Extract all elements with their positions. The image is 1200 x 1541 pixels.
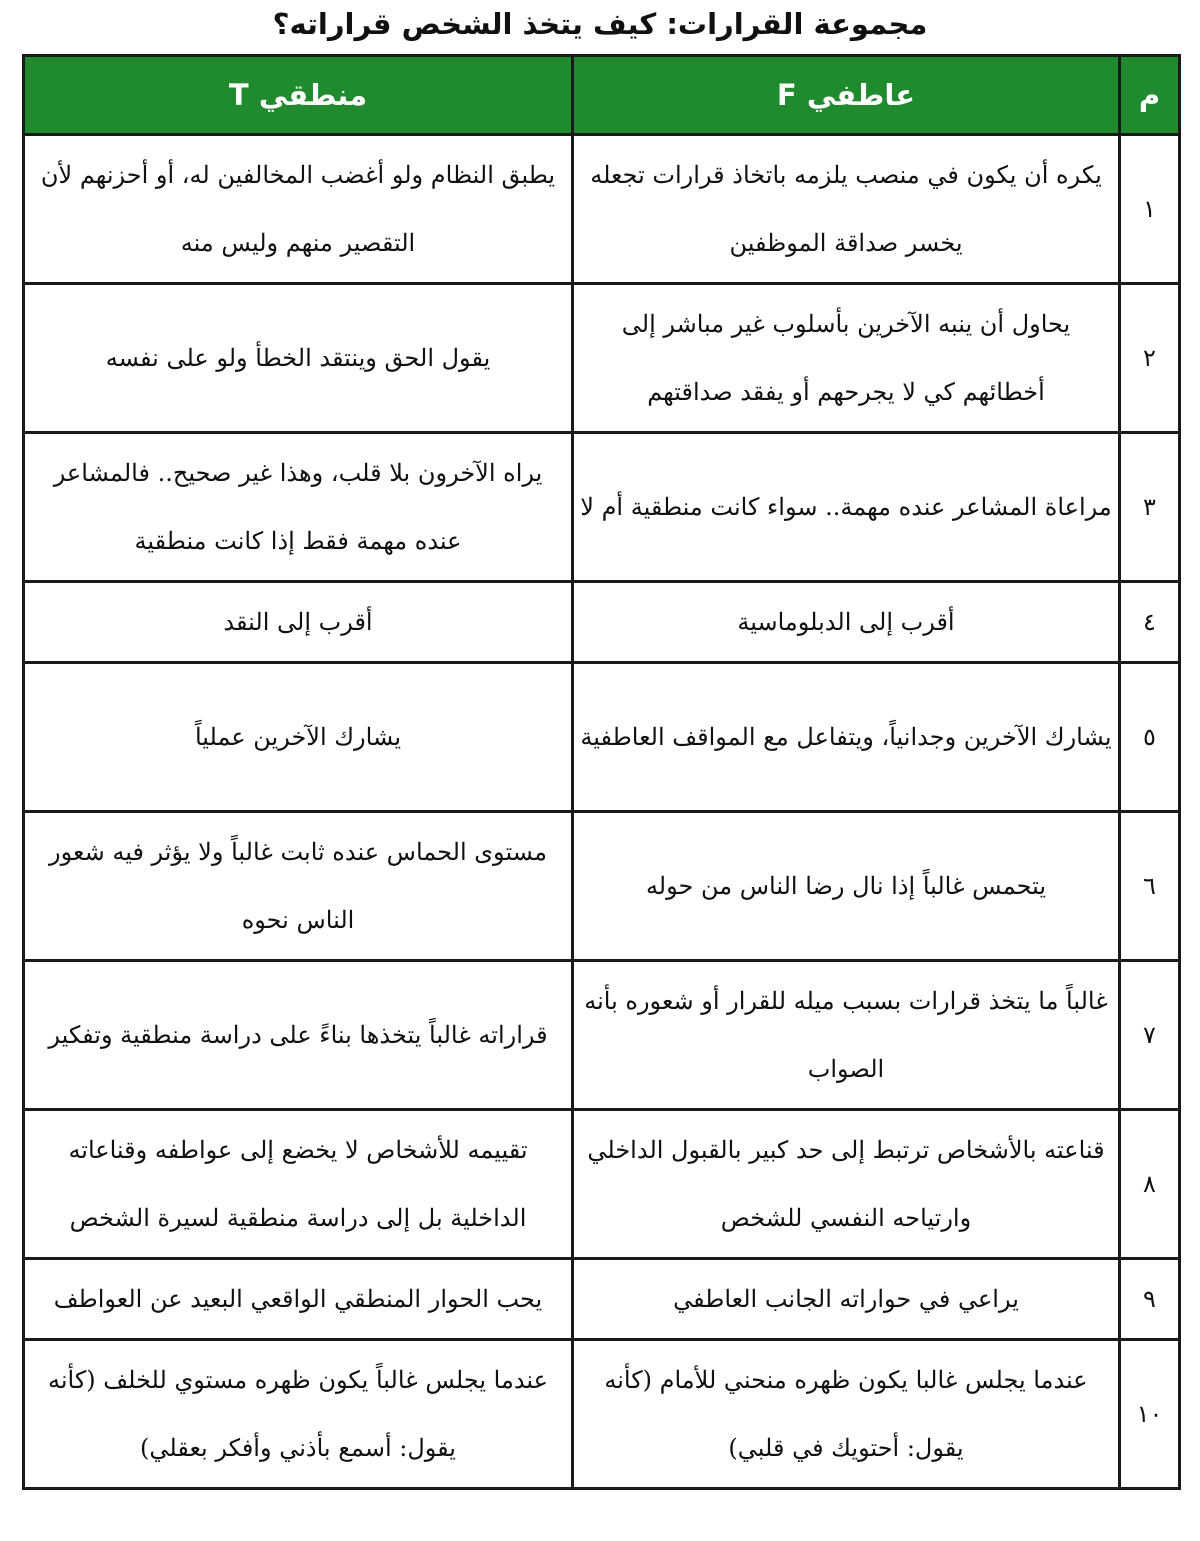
row-number: ١ — [1120, 135, 1180, 284]
table-row — [24, 135, 1180, 284]
logical-cell: يقول الحق وينتقد الخطأ ولو على نفسه — [24, 284, 573, 433]
logical-cell: تقييمه للأشخاص لا يخضع إلى عواطفه وقناعاته الداخلية بل إلى دراسة منطقية لسيرة الشخص — [24, 1110, 573, 1259]
row-number: ٢ — [1120, 284, 1180, 433]
table-row — [24, 961, 1180, 1110]
row-number: ٨ — [1120, 1110, 1180, 1259]
column-header-emotional: عاطفي F — [573, 56, 1120, 135]
emotional-cell: عندما يجلس غالبا يكون ظهره منحني للأمام (كأنه يقول: أحتويك في قلبي) — [573, 1340, 1120, 1489]
emotional-cell: غالباً ما يتخذ قرارات بسبب ميله للقرار أو شعوره بأنه الصواب — [573, 961, 1120, 1110]
table-row — [24, 284, 1180, 433]
table-header-row — [24, 56, 1180, 135]
logical-cell: يطبق النظام ولو أغضب المخالفين له، أو أحزنهم لأن التقصير منهم وليس منه — [24, 135, 573, 284]
logical-cell: يحب الحوار المنطقي الواقعي البعيد عن العواطف — [24, 1259, 573, 1340]
column-header-number: م — [1120, 56, 1180, 135]
emotional-cell: يراعي في حواراته الجانب العاطفي — [573, 1259, 1120, 1340]
row-number: ٦ — [1120, 812, 1180, 961]
comparison-table — [22, 54, 1181, 1490]
row-number: ٤ — [1120, 582, 1180, 663]
column-header-logical: منطقي T — [24, 56, 573, 135]
table-row — [24, 663, 1180, 812]
logical-cell: قراراته غالباً يتخذها بناءً على دراسة منطقية وتفكير — [24, 961, 573, 1110]
emotional-cell: مراعاة المشاعر عنده مهمة.. سواء كانت منطقية أم لا — [573, 433, 1120, 582]
row-number: ١٠ — [1120, 1340, 1180, 1489]
emotional-cell: أقرب إلى الدبلوماسية — [573, 582, 1120, 663]
emotional-cell: يشارك الآخرين وجدانياً، ويتفاعل مع المواقف العاطفية — [573, 663, 1120, 812]
table-row — [24, 1259, 1180, 1340]
logical-cell: يشارك الآخرين عملياً — [24, 663, 573, 812]
emotional-cell: يحاول أن ينبه الآخرين بأسلوب غير مباشر إلى أخطائهم كي لا يجرحهم أو يفقد صداقتهم — [573, 284, 1120, 433]
table-row — [24, 433, 1180, 582]
logical-cell: مستوى الحماس عنده ثابت غالباً ولا يؤثر فيه شعور الناس نحوه — [24, 812, 573, 961]
table-row — [24, 1110, 1180, 1259]
page-title: مجموعة القرارات: كيف يتخذ الشخص قراراته؟ — [272, 7, 928, 41]
table-row — [24, 1340, 1180, 1489]
row-number: ٧ — [1120, 961, 1180, 1110]
row-number: ٣ — [1120, 433, 1180, 582]
emotional-cell: يتحمس غالباً إذا نال رضا الناس من حوله — [573, 812, 1120, 961]
emotional-cell: يكره أن يكون في منصب يلزمه باتخاذ قرارات تجعله يخسر صداقة الموظفين — [573, 135, 1120, 284]
table-row — [24, 582, 1180, 663]
row-number: ٩ — [1120, 1259, 1180, 1340]
logical-cell: أقرب إلى النقد — [24, 582, 573, 663]
table-row — [24, 812, 1180, 961]
emotional-cell: قناعته بالأشخاص ترتبط إلى حد كبير بالقبول الداخلي وارتياحه النفسي للشخص — [573, 1110, 1120, 1259]
logical-cell: عندما يجلس غالباً يكون ظهره مستوي للخلف (كأنه يقول: أسمع بأذني وأفكر بعقلي) — [24, 1340, 573, 1489]
row-number: ٥ — [1120, 663, 1180, 812]
logical-cell: يراه الآخرون بلا قلب، وهذا غير صحيح.. فالمشاعر عنده مهمة فقط إذا كانت منطقية — [24, 433, 573, 582]
